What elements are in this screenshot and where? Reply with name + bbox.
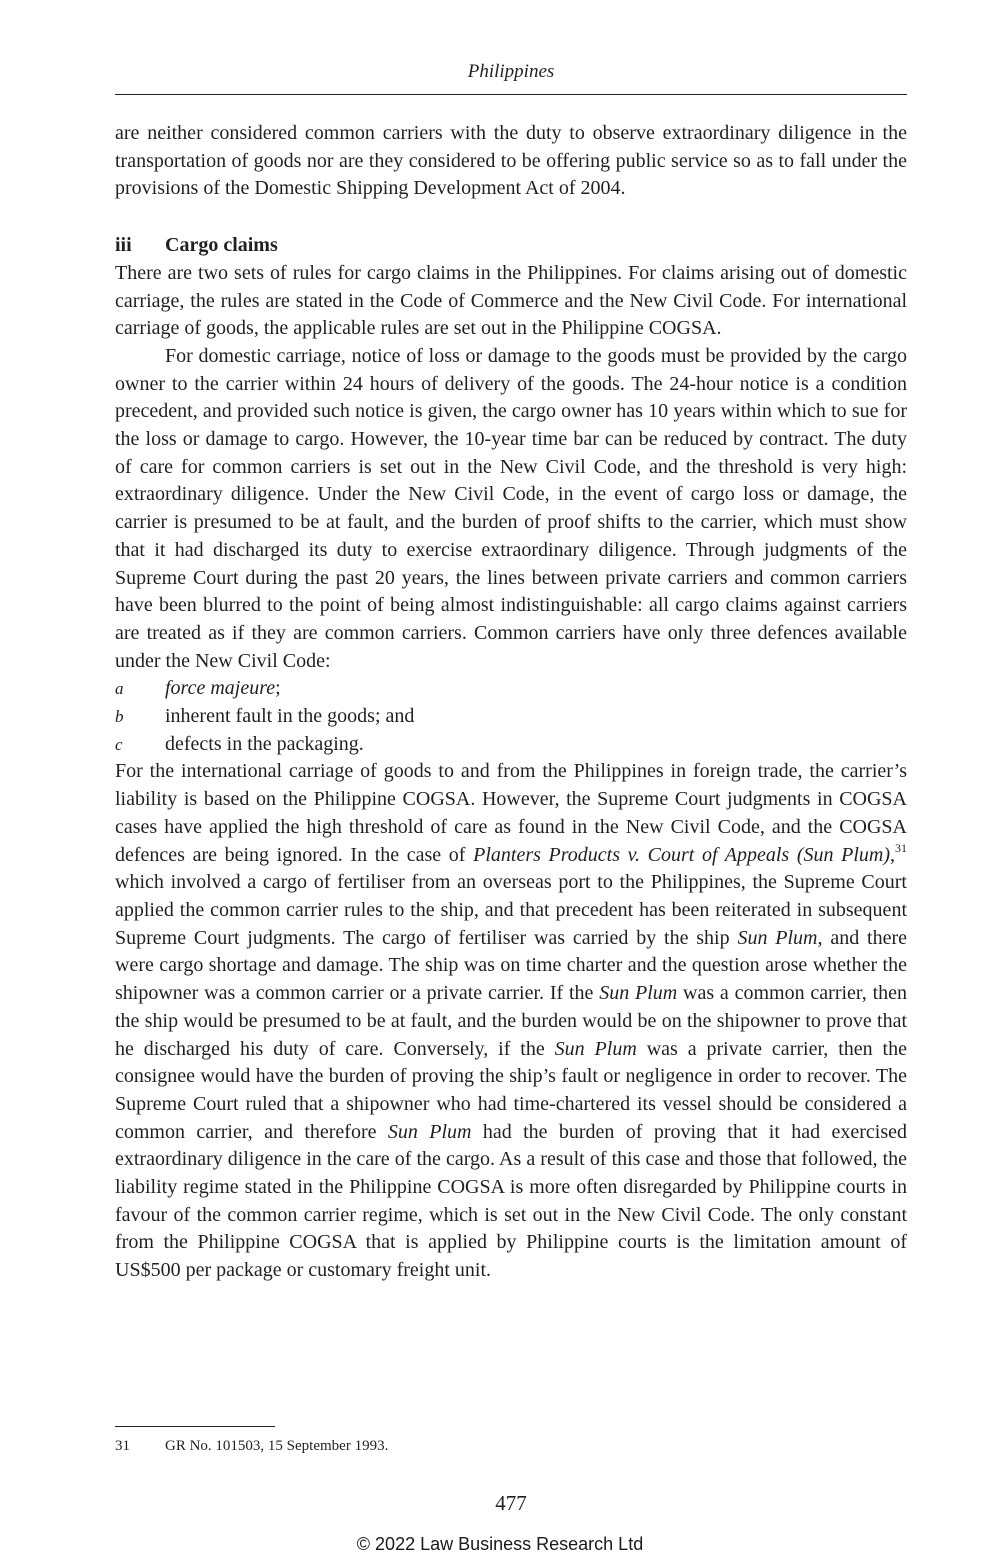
ship-name: Sun Plum bbox=[737, 926, 818, 949]
list-item-text: inherent fault in the goods; and bbox=[165, 705, 415, 728]
text-run: , and there were cargo shortage and damage. The ship was on time charter and the question arose whether the shipowner was a common carrier or a private carrier. If the bbox=[115, 926, 907, 1005]
section-heading bbox=[115, 232, 907, 260]
case-name: Planters Products v. Court of Appeals (Sun Plum) bbox=[473, 843, 890, 866]
section-title: Cargo claims bbox=[165, 234, 278, 257]
header-rule bbox=[115, 94, 907, 95]
defences-list bbox=[115, 675, 907, 758]
ship-name: Sun Plum bbox=[554, 1037, 637, 1060]
footnote-rule bbox=[115, 1426, 275, 1427]
section-number: iii bbox=[115, 234, 132, 257]
continuation-paragraph: are neither considered common carriers with the duty to observe extraordinary diligence in the transportation of goods nor are they considered to be offering public service so as to fall under the provisions of the Domestic Shipping Development Act of 2004. bbox=[115, 122, 907, 200]
footnote bbox=[115, 1435, 907, 1457]
text-run: was a private carrier, then the consignee would have the burden of proving the ship’s fault or negligence in order to recover. The Supreme Court ruled that a shipowner who had time-chartered its vessel should be considered a common carrier, and therefore bbox=[115, 1037, 907, 1143]
text-run: For the international carriage of goods to and from the Philippines in foreign trade, the carrier’s liability is based on the Philippine COGSA. However, the Supreme Court judgments in COGSA cases have applied the high threshold of care as found in the New Civil Code, and the COGSA defences are being ignored. In the case of bbox=[115, 760, 907, 866]
footnote-reference[interactable]: 31 bbox=[895, 840, 907, 855]
paragraph-domestic: For domestic carriage, notice of loss or damage to the goods must be provided by the cargo owner to the carrier within 24 hours of delivery of the goods. The 24-hour notice is a condition precedent, and provided such notice is given, the cargo owner has 10 years within which to sue for the loss or damage to cargo. However, the 10-year time bar can be reduced by contract. The duty of care for common carriers is set out in the New Civil Code, and the threshold is very high: extraordinary diligence. Under the New Civil Code, in the event of cargo loss or damage, the carrier is presumed to be at fault, and the burden of proof shifts to the carrier, which must show that it had discharged its duty to exercise extraordinary diligence. Through judgments of the Supreme Court during the past 20 years, the lines between private carriers and common carriers have been blurred to the point of being almost indistinguishable: all cargo claims against carriers are treated as if they are common carriers. Common carriers have only three defences available under the New Civil Code: bbox=[115, 344, 907, 672]
list-marker: c bbox=[115, 734, 123, 754]
text-run: which involved a cargo of fertiliser from an overseas port to the Philippines, the Supreme Court applied the common carrier rules to the ship, and that precedent has been reiterated in subsequent Supreme Court judgments. The cargo of fertiliser was carried by the ship bbox=[115, 871, 907, 949]
footnote-text: GR No. 101503, 15 September 1993. bbox=[165, 1438, 389, 1454]
page-number: 477 bbox=[495, 1491, 527, 1515]
list-item bbox=[115, 731, 907, 759]
main-text bbox=[115, 120, 907, 1285]
paragraph-international: For the international carriage of goods to and from the Philippines in foreign trade, the carrier’s liability is based on the Philippine COGSA. However, the Supreme Court judgments in COGSA cases have applied the high threshold of care as found in the New Civil Code, and the COGSA defences are being ignored. In the case of Planters Products v. Court of Appeals (Sun Plum),$^{31}$ which involved a cargo of fertiliser from an overseas port to the Philippines, the Supreme Court applied the common carrier rules to the ship, and that precedent has been reiterated in subsequent Supreme Court judgments. The cargo of fertiliser was carried by the ship Sun Plum, and there were cargo shortage and damage. The ship was on time charter and the question arose whether the shipowner was a common carrier or a private carrier. If the Sun Plum was a common carrier, then the ship would be presumed to be at fault, and the burden would be on the shipowner to prove that he discharged his duty of care. Conversely, if the Sun Plum was a private carrier, then the consignee would have the burden of proving the ship’s fault or negligence in order to recover. The Supreme Court ruled that a shipowner who had time-chartered its vessel should be considered a common carrier, and therefore Sun Plum had the burden of proving that it had exercised extraordinary diligence in the care of the cargo. As a result of this case and those that followed, the liability regime stated in the Philippine COGSA is more often disregarded by Philippine courts in favour of the common carrier regime, which is set out in the New Civil Code. The only constant from the Philippine COGSA that is applied by Philippine courts is the limitation amount of US$500 per package or customary freight unit. bbox=[115, 760, 908, 1282]
list-marker: a bbox=[115, 679, 124, 699]
text-run: was a common carrier, then the ship would be presumed to be at fault, and the burden would be on the shipowner to prove that he discharged his duty of care. Conversely, if the bbox=[115, 982, 908, 1060]
list-item bbox=[115, 675, 907, 703]
list-marker: b bbox=[115, 707, 124, 727]
running-title: Philippines bbox=[467, 61, 555, 82]
list-item-text: force majeure bbox=[165, 677, 276, 700]
paragraph-intro: There are two sets of rules for cargo claims in the Philippines. For claims arising out of domestic carriage, the rules are stated in the Code of Commerce and the New Civil Code. For international carriage of goods, the applicable rules are set out in the Philippine COGSA. bbox=[115, 261, 907, 340]
ship-name: Sun Plum bbox=[599, 982, 678, 1005]
text-run: had the burden of proving that it had exercised extraordinary diligence in the care of the cargo. As a result of this case and those that followed, the liability regime stated in the Philippine COGSA is more often disregarded by Philippine courts in favour of the common carrier regime, which is set out in the New Civil Code. The only constant from the Philippine COGSA that is applied by Philippine courts is the limitation amount of US$500 per package or customary freight unit. bbox=[115, 1120, 908, 1282]
footnote-number: 31 bbox=[115, 1438, 130, 1454]
list-item bbox=[115, 703, 907, 731]
copyright-notice: © 2022 Law Business Research Ltd bbox=[356, 1534, 644, 1554]
list-item-text: defects in the packaging. bbox=[165, 732, 364, 755]
list-item-suffix: ; bbox=[275, 677, 281, 700]
ship-name: Sun Plum bbox=[387, 1120, 472, 1143]
